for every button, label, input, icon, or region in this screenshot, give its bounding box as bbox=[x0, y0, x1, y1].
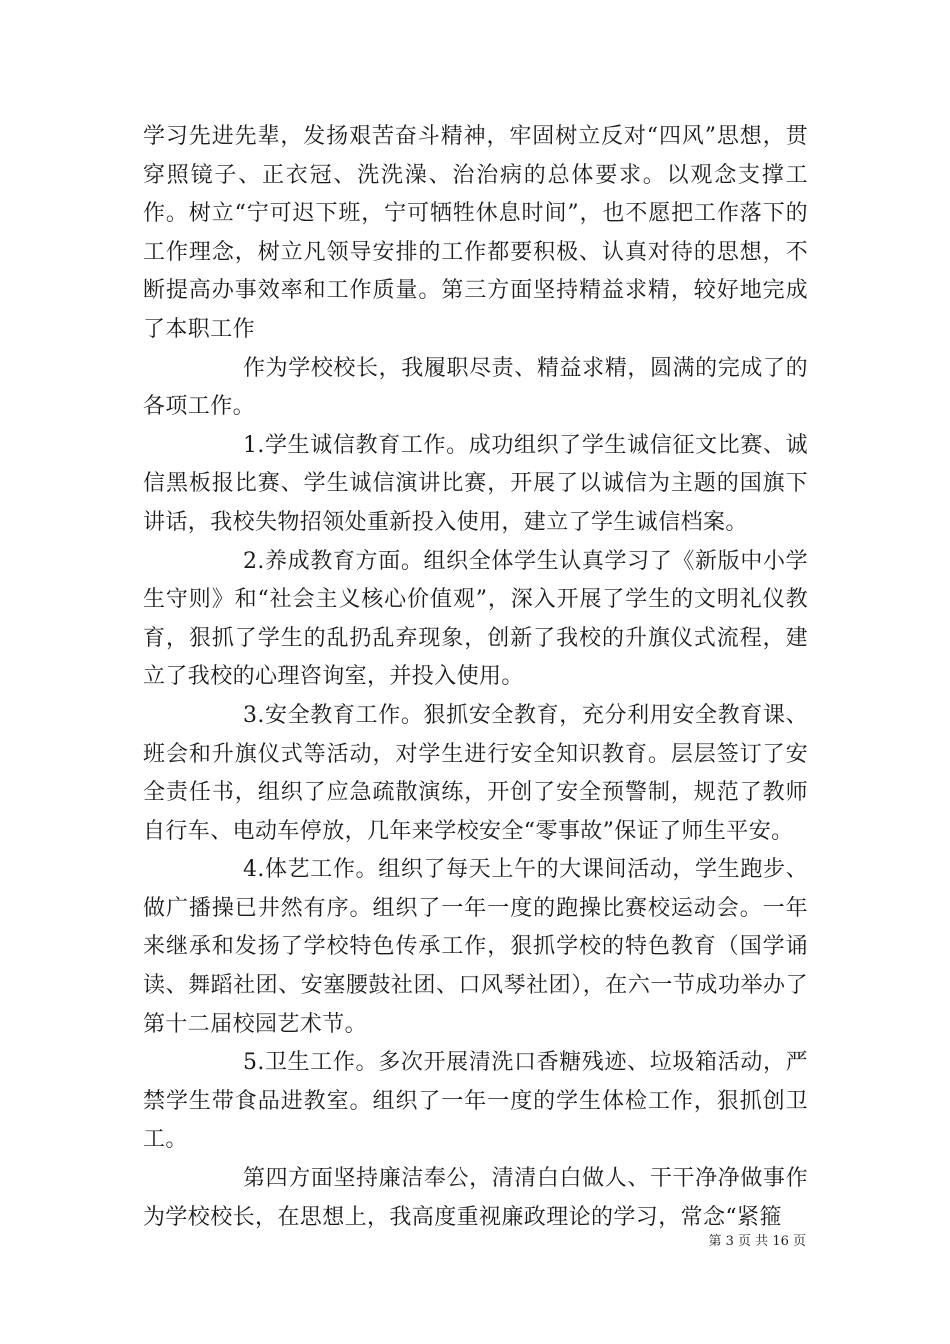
paragraph-sports-arts: 4.体艺工作。组织了每天上午的大课间活动，学生跑步、做广播操已井然有序。组织了一年一度的跑操比赛校运动会。一年来继承和发扬了学校特色传承工作，狠抓学校的特色教育（国学诵读、舞蹈社团、安塞腰鼓社团、口风琴社团），在六一节成功举办了第十二届校园艺术节。 bbox=[143, 857, 808, 1037]
paragraph-integrity-education: 1.学生诚信教育工作。成功组织了学生诚信征文比赛、诚信黑板报比赛、学生诚信演讲比赛，开展了以诚信为主题的国旗下讲话，我校失物招领处重新投入使用，建立了学生诚信档案。 bbox=[143, 432, 808, 535]
body-text bbox=[143, 118, 808, 1237]
paragraph-habit-education: 2.养成教育方面。组织全体学生认真学习了《新版中小学生守则》和“社会主义核心价值观”，深入开展了学生的文明礼仪教育，狠抓了学生的乱扔乱弃现象，创新了我校的升旗仪式流程，建立了我校的心理咨询室，并投入使用。 bbox=[143, 548, 808, 690]
paragraph-safety-education: 3.安全教育工作。狠抓安全教育，充分利用安全教育课、班会和升旗仪式等活动，对学生进行安全知识教育。层层签订了安全责任书，组织了应急疏散演练，开创了安全预警制，规范了教师自行车、电动车停放，几年来学校安全“零事故”保证了师生平安。 bbox=[143, 702, 808, 844]
paragraph-work-attitude: 学习先进先辈，发扬艰苦奋斗精神，牢固树立反对“四风”思想，贯穿照镜子、正衣冠、洗洗澡、治治病的总体要求。以观念支撑工作。树立“宁可迟下班，宁可牺牲休息时间”，也不愿把工作落下的工作理念，树立凡领导安排的工作都要积极、认真对待的思想，不断提高办事效率和工作质量。第三方面坚持精益求精，较好地完成了本职工作 bbox=[143, 124, 808, 342]
paragraph-integrity-conduct: 第四方面坚持廉洁奉公，清清白白做人、干干净净做事作为学校校长，在思想上，我高度重视廉政理论的学习，常念“紧箍 bbox=[143, 1166, 808, 1230]
paragraph-hygiene: 5.卫生工作。多次开展清洗口香糖残迹、垃圾箱活动，严禁学生带食品进教室。组织了一年一度的学生体检工作，狠抓创卫工。 bbox=[143, 1050, 808, 1153]
paragraph-principal-duties: 作为学校校长，我履职尽责、精益求精，圆满的完成了的各项工作。 bbox=[143, 355, 808, 420]
page-number-footer: 第 3 页 共 16 页 bbox=[708, 1234, 806, 1249]
